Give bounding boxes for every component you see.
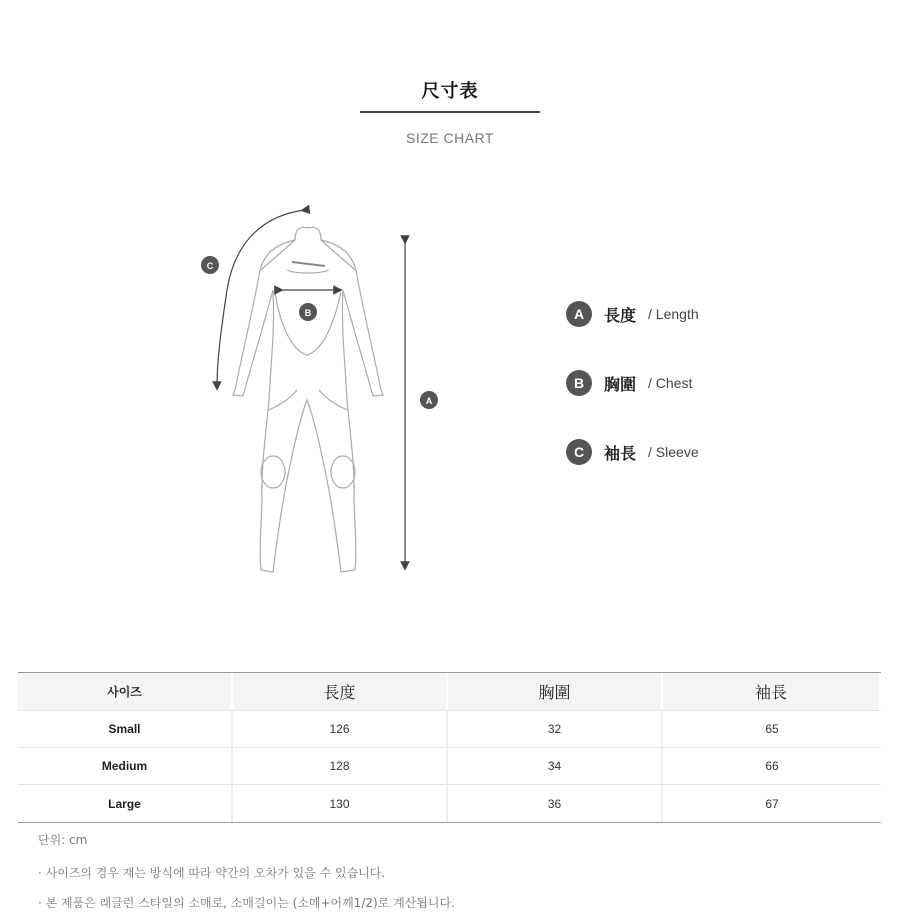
sleeve-value: 65 — [765, 722, 779, 736]
wetsuit-outline-icon — [233, 227, 383, 572]
legend-item-chest — [566, 366, 866, 400]
legend-label: 長度 — [604, 305, 637, 325]
wetsuit-illustration — [195, 200, 455, 585]
legend-label: 胸圍 — [604, 374, 637, 394]
page-subtitle: SIZE CHART — [406, 130, 494, 146]
badge-c-label: C — [206, 261, 214, 271]
length-value: 130 — [233, 785, 448, 822]
badge-b — [299, 303, 317, 321]
table-row — [18, 785, 881, 822]
badge-a-label: A — [425, 396, 433, 406]
sleeve-value: 66 — [765, 759, 779, 773]
title-underline — [360, 111, 540, 113]
chest-value: 36 — [448, 785, 663, 822]
size-name: Large — [18, 785, 233, 822]
chest-value: 32 — [448, 711, 663, 747]
badge-a — [420, 391, 438, 409]
unit-note: 단위: cm — [38, 833, 88, 847]
size-name: Small — [18, 711, 233, 747]
legend-english: / Sleeve — [648, 444, 699, 460]
chest-value: 34 — [448, 748, 663, 784]
sleeve-arrow-icon — [217, 210, 305, 386]
badge-c — [201, 256, 219, 274]
header-sleeve: 袖長 — [663, 673, 881, 710]
legend-item-sleeve — [566, 435, 866, 469]
size-table — [18, 672, 881, 823]
size-notes — [38, 832, 878, 911]
wetsuit-figure — [195, 200, 455, 585]
header-chest: 胸圍 — [448, 673, 663, 710]
legend-english: / Length — [648, 306, 699, 322]
legend-item-length — [566, 297, 866, 331]
legend-label: 袖長 — [604, 443, 637, 463]
legend-badge: A — [566, 301, 592, 327]
note-line: · 사이즈의 경우 재는 방식에 따라 약간의 오차가 있을 수 있습니다. — [38, 866, 386, 880]
legend-badge: C — [566, 439, 592, 465]
sleeve-value: 67 — [765, 796, 779, 811]
legend-badge: B — [566, 370, 592, 396]
note-line: · 본 제품은 래글런 스타일의 소매로, 소매길이는 (소매+어깨1/2)로 계산됩니다. — [38, 896, 455, 910]
table-header-row — [18, 673, 881, 711]
measurement-legend — [566, 297, 866, 504]
page-title: 尺寸表 — [421, 81, 479, 102]
table-row — [18, 711, 881, 748]
size-name: Medium — [18, 748, 233, 784]
length-value: 128 — [233, 748, 448, 784]
badge-b-label: B — [304, 308, 312, 318]
header-size: 사이즈 — [18, 673, 233, 710]
table-row — [18, 748, 881, 785]
legend-english: / Chest — [648, 375, 693, 391]
length-value: 126 — [233, 711, 448, 747]
page-header — [0, 80, 900, 146]
header-length: 長度 — [233, 673, 448, 710]
